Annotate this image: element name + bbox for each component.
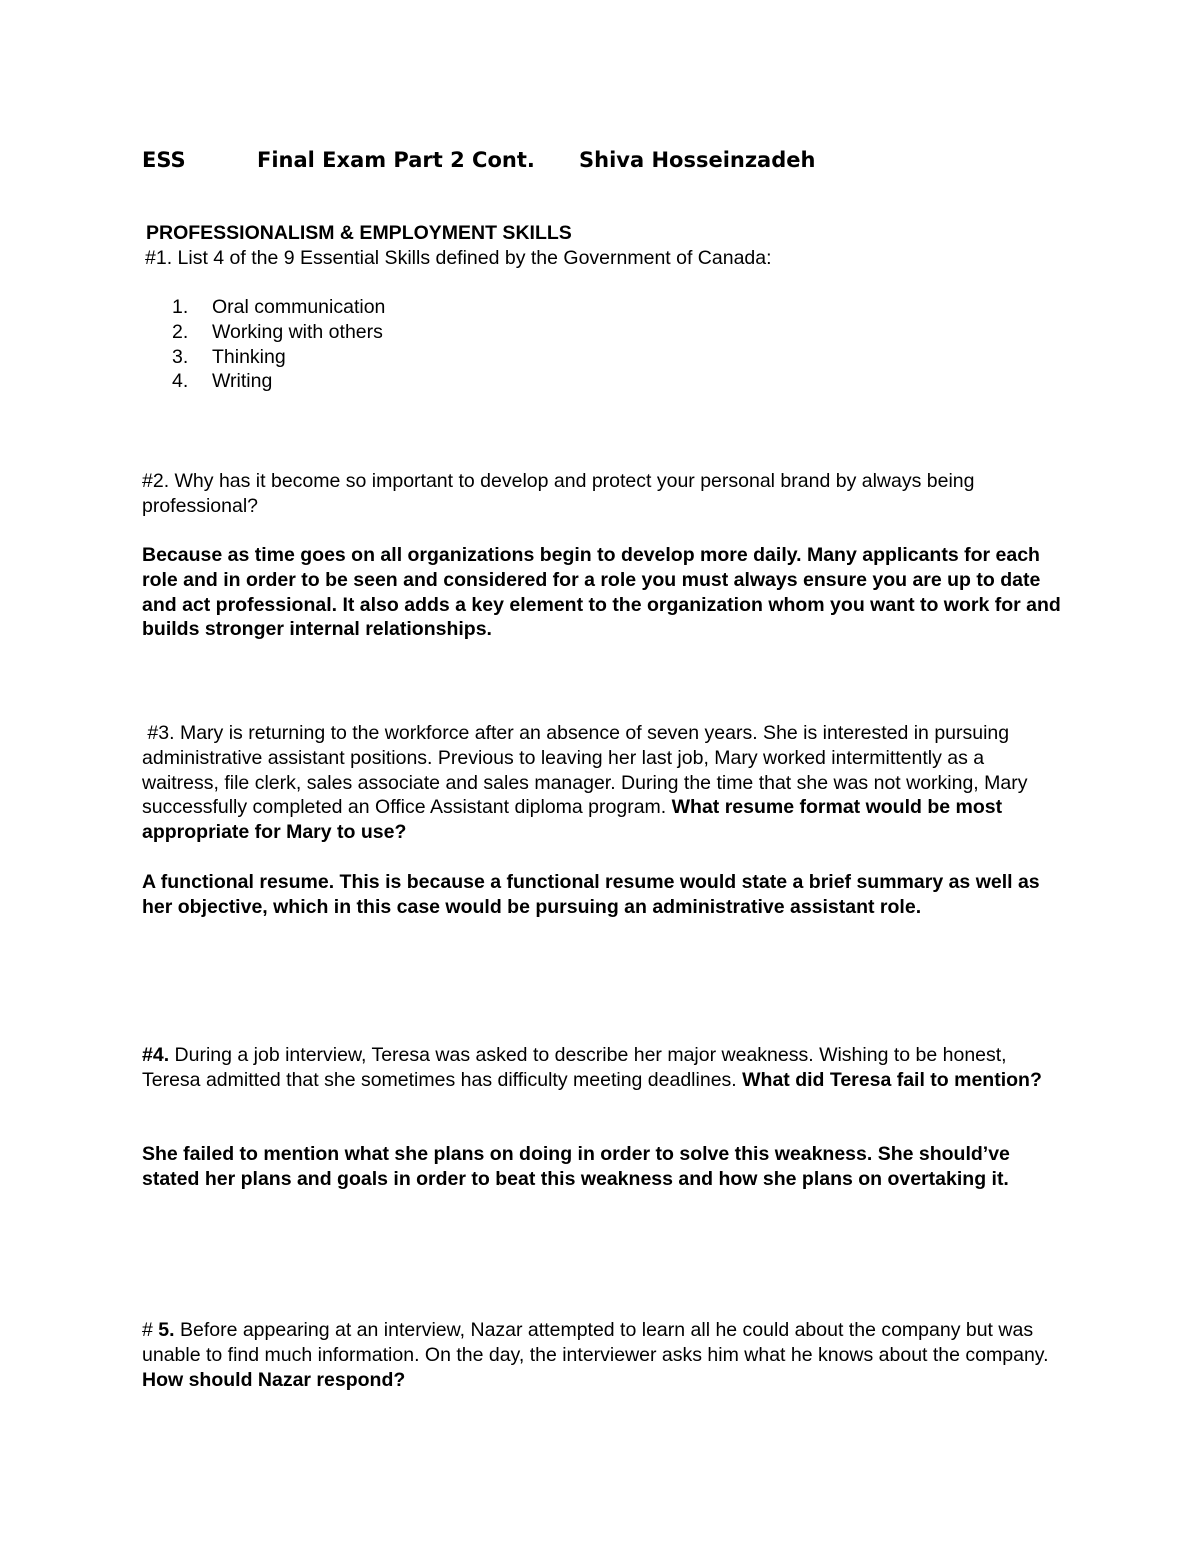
question-5-number: 5. (158, 1319, 175, 1341)
question-5-prompt: How should Nazar respond? (142, 1368, 406, 1391)
course-code: ESS (142, 148, 186, 172)
exam-title: Final Exam Part 2 Cont. (257, 148, 535, 172)
list-item-number: 1. (172, 296, 189, 318)
question-3 (142, 721, 1042, 845)
question-3-text: #3. Mary is returning to the workforce after an absence of seven years. She is interested in pursuing administrative assistant positions. Previous to leaving her last job, Mary worked intermittently as a waitress, file clerk, sales associate and sales manager. During the time that she was not working, Mary successfully completed an Office Assistant diploma program. (142, 722, 1028, 819)
question-2: #2. Why has it become so important to develop and protect your personal brand by always being professional? (142, 470, 975, 517)
question-4-label: #4. (142, 1044, 170, 1066)
question-5-text: Before appearing at an interview, Nazar attempted to learn all he could about the company but was unable to find much information. On the day, the interviewer asks him what he knows about the company. (142, 1319, 1049, 1366)
question-1: #1. List 4 of the 9 Essential Skills defined by the Government of Canada: (145, 247, 772, 269)
section-title: PROFESSIONALISM & EMPLOYMENT SKILLS (146, 222, 572, 244)
question-4-prompt: What did Teresa fail to mention? (742, 1068, 1042, 1091)
answer-3: A functional resume. This is because a functional resume would state a brief summary as well as her objective, which in this case would be pursuing an administrative assistant role. (142, 871, 1040, 918)
answer-4: She failed to mention what she plans on doing in order to solve this weakness. She should’ve stated her plans and goals in order to beat this weakness and how she plans on overtaking it. (142, 1143, 1010, 1190)
list-item-text: Working with others (212, 320, 383, 343)
question-4 (142, 1043, 1062, 1093)
question-4-text: During a job interview, Teresa was asked to describe her major weakness. Wishing to be honest, Teresa admitted that she sometimes has difficulty meeting deadlines. (142, 1044, 1007, 1091)
question-5 (142, 1318, 1062, 1392)
list-item-text: Thinking (212, 345, 286, 368)
question-5-hash: # (142, 1319, 153, 1341)
list-item-number: 4. (172, 370, 189, 393)
answer-2: Because as time goes on all organizations begin to develop more daily. Many applicants for each role and in order to be seen and considered for a role you must always ensure you are up to date and act professional. It also adds a key element to the organization whom you want to work for and builds stronger internal relationships. (142, 544, 1061, 641)
list-item-number: 3. (172, 345, 189, 368)
list-item-text: Oral communication (212, 296, 386, 318)
list-item-text: Writing (212, 370, 273, 393)
list-item-number: 2. (172, 320, 189, 343)
student-name: Shiva Hosseinzadeh (579, 148, 816, 172)
question-3-prompt: What resume format would be most appropriate for Mary to use? (142, 796, 1003, 844)
